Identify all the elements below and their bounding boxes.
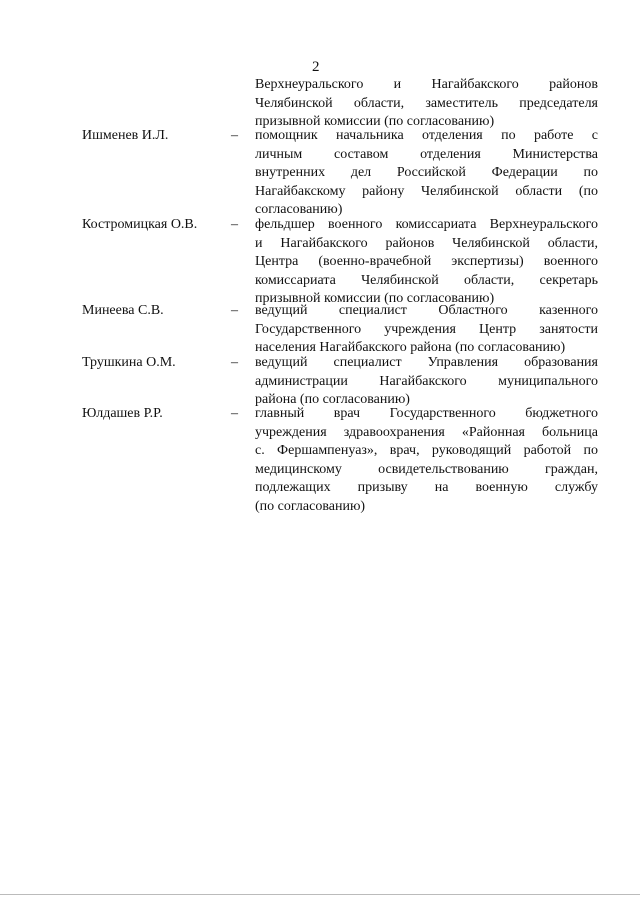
text-line: Верхнеуральского и Нагайбакского районов (255, 77, 598, 92)
member-description (255, 405, 598, 516)
member-description (255, 216, 598, 309)
text-line: личным составом отделения Министерства (255, 146, 598, 162)
dash-separator: – (231, 217, 238, 232)
text-line: учреждения здравоохранения «Районная больница (255, 424, 598, 440)
page-number: 2 (312, 59, 320, 75)
member-name: Трушкина О.М. (82, 355, 176, 370)
text-line: комиссариата Челябинской области, секретарь (255, 272, 598, 288)
text-line: подлежащих призыву на военную службу (255, 480, 598, 495)
member-description (255, 127, 598, 220)
text-line: (по согласованию) (255, 498, 366, 514)
text-line: населения Нагайбакского района (по согласованию) (255, 340, 566, 355)
text-line: Центра (военно-врачебной экспертизы) военного (255, 254, 598, 269)
text-line: с. Фершампенуаз», врач, руководящий работой по (255, 443, 598, 458)
text-line: внутренних дел Российской Федерации по (255, 165, 598, 180)
text-line: главный врач Государственного бюджетного (255, 406, 598, 421)
member-description (255, 302, 598, 358)
text-line: медицинскому освидетельствованию граждан, (255, 461, 598, 477)
bottom-divider (0, 894, 640, 895)
text-line: фельдшер военного комиссариата Верхнеуральского (255, 217, 598, 232)
member-name: Минеева С.В. (82, 303, 164, 318)
member-name: Костромицкая О.В. (82, 217, 198, 232)
text-line: помощник начальника отделения по работе с (255, 128, 598, 143)
dash-separator: – (231, 355, 238, 370)
text-line: Челябинской области, заместитель председателя (255, 95, 598, 111)
continuation-text (255, 76, 598, 132)
dash-separator: – (231, 406, 238, 421)
text-line: ведущий специалист Управления образования (255, 355, 598, 370)
text-line: администрации Нагайбакского муниципального (255, 373, 598, 389)
text-line: Государственного учреждения Центр занятости (255, 321, 598, 337)
text-line: района (по согласованию) (255, 392, 410, 407)
text-line: и Нагайбакского районов Челябинской области, (255, 235, 598, 251)
dash-separator: – (231, 303, 238, 318)
text-line: призывной комиссии (по согласованию) (255, 291, 495, 306)
dash-separator: – (231, 128, 238, 143)
text-line: призывной комиссии (по согласованию) (255, 114, 495, 129)
member-description (255, 354, 598, 410)
text-line: Нагайбакскому району Челябинской области (по (255, 183, 598, 199)
text-line: ведущий специалист Областного казенного (255, 303, 598, 318)
member-name: Юлдашев Р.Р. (82, 406, 163, 421)
text-line: согласованию) (255, 202, 343, 217)
member-name: Ишменев И.Л. (82, 128, 169, 143)
